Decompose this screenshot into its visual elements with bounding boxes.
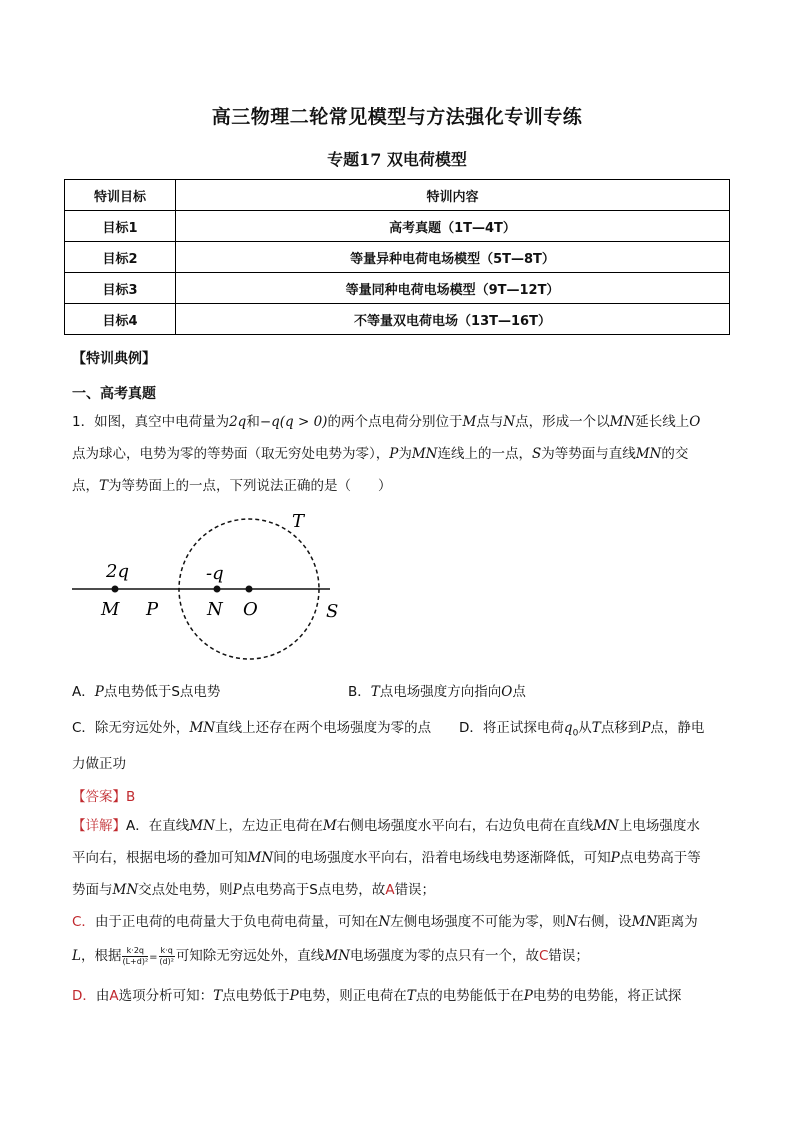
label-n: N (207, 599, 223, 620)
table-cell: 不等量双电荷电场（13T—16T） (176, 304, 730, 335)
table-cell: 目标1 (65, 211, 176, 242)
charge-n-dot (214, 586, 221, 593)
explanation-line-6: D．由A选项分析可知：T点电势低于P电势，则正电荷在T点的电势能低于在P电势的电势能，将正试探 (72, 988, 682, 1004)
option-d[interactable]: D．将正试探电荷$q_0$从T点移到P点，静电 (459, 720, 705, 739)
table-cell: 等量异种电荷电场模型（5T—8T） (176, 242, 730, 273)
table-row (65, 304, 730, 335)
answer-line (72, 785, 135, 805)
table-cell: 目标3 (65, 273, 176, 304)
explanation-line-3: 势面与MN交点处电势，则P点电势高于S点电势，故A错误； (72, 882, 436, 898)
explanation-line-4: C．由于正电荷的电荷量大于负电荷电荷量，可知在N左侧电场强度不可能为零，则N右侧，设MN距离为 (72, 914, 698, 930)
explanation-line-2: 平向右，根据电场的叠加可知MN间的电场强度水平向右，沿着电场线电势逐渐降低，可知P点电势高于等 (72, 850, 701, 866)
table-row (65, 211, 730, 242)
center-o-dot (246, 586, 253, 593)
label-o: O (243, 599, 258, 620)
answer-label: 【答案】 (72, 789, 126, 805)
label-p: P (146, 599, 159, 620)
table-row (65, 242, 730, 273)
explanation-line-1: 【详解】A．在直线MN上，左边正电荷在M右侧电场强度水平向右，右边负电荷在直线MN上电场强度水 (72, 818, 700, 834)
label-neg-q: -q (206, 563, 224, 584)
question-line-3: 点，T为等势面上的一点，下列说法正确的是（ ） (72, 478, 392, 494)
table-cell: 目标2 (65, 242, 176, 273)
table-cell: 等量同种电荷电场模型（9T—12T） (176, 273, 730, 304)
answer-value: B (126, 789, 136, 805)
charge-m-dot (112, 586, 119, 593)
section-real-exam: 一、高考真题 (72, 386, 156, 402)
table-cell: 高考真题（1T—4T） (176, 211, 730, 242)
table-row (65, 273, 730, 304)
page-subtitle: 专题17 双电荷模型 (327, 150, 467, 169)
fraction-left: $\frac{k\cdot 2q}{\text{(L+d)²}}$ (122, 945, 149, 966)
label-t: T (292, 511, 305, 532)
page-title: 高三物理二轮常见模型与方法强化专训专练 (211, 106, 583, 128)
table-header-row (65, 180, 730, 211)
table-header-cell: 特训目标 (65, 180, 176, 211)
option-d-continued: 力做正功 (72, 756, 126, 772)
charge-diagram (0, 505, 794, 665)
label-s: S (326, 601, 339, 622)
section-examples: 【特训典例】 (72, 351, 156, 367)
explanation-line-5: L，根据 $\frac{k\cdot 2q}{\text{(L+d)²}}$ = $\frac{k\cdot q}{\text{(d)²}}$ 可知除无穷远处外，直线MN电场强度为零的点只有一个，故C错误； (72, 945, 589, 966)
label-2q: 2q (106, 561, 129, 582)
table-header-cell: 特训内容 (176, 180, 730, 211)
table-cell: 目标4 (65, 304, 176, 335)
question-line-1: 1．如图，真空中电荷量为2q和−q(q > 0)的两个点电荷分别位于M点与N点，形成一个以MN延长线上O (72, 414, 701, 430)
question-line-2: 点为球心，电势为零的等势面（取无穷处电势为零），P为MN连线上的一点，S为等势面与直线MN的交 (72, 446, 689, 462)
fraction-right: $\frac{k\cdot q}{\text{(d)²}}$ (159, 945, 174, 966)
option-c[interactable]: C．除无穷远处外，MN直线上还存在两个电场强度为零的点 (72, 720, 432, 736)
label-m: M (101, 599, 120, 620)
option-b[interactable]: B．T点电场强度方向指向O点 (348, 684, 526, 700)
option-a[interactable]: A．P点电势低于S点电势 (72, 684, 221, 700)
targets-table (64, 179, 730, 335)
